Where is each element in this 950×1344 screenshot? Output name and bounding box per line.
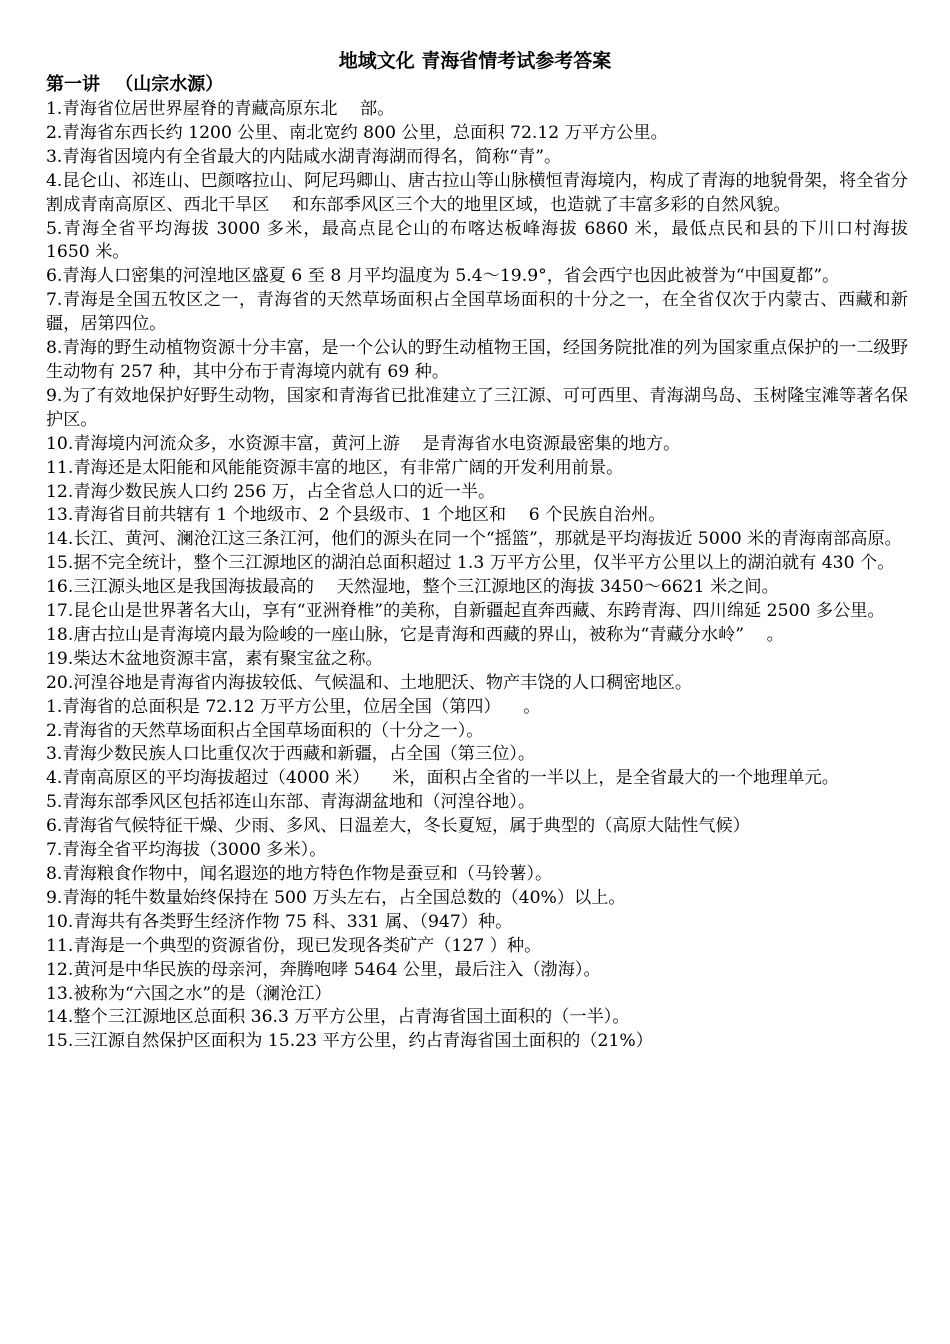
section-heading: 第一讲 （山宗水源）	[46, 74, 224, 95]
list-item: 3.青海省因境内有全省最大的内陆咸水湖青海湖而得名，简称“青”。	[46, 146, 562, 167]
list-item: 7.青海是全国五牧区之一，青海省的天然草场面积占全国草场面积的十分之一，在全省仅次于内蒙古、西藏和新疆，居第四位。	[46, 290, 908, 335]
list-item: 9.青海的牦牛数量始终保持在 500 万头左右，占全国总数的（40%）以上。	[46, 887, 626, 908]
list-item: 14.整个三江源地区总面积 36.3 万平方公里，占青海省国土面积的（一半）。	[46, 1007, 630, 1028]
list-item: 8.青海粮食作物中，闻名遐迩的地方特色作物是蚕豆和（马铃薯）。	[46, 864, 553, 884]
list-item: 13.被称为“六国之水”的是（澜沧江）	[46, 983, 332, 1004]
list-item: 20.河湟谷地是青海省内海拔较低、气候温和、土地肥沃、物产丰饶的人口稠密地区。	[46, 672, 693, 693]
document-body	[46, 98, 908, 1054]
list-item: 1.青海省位居世界屋脊的青藏高原东北 部。	[46, 99, 395, 119]
list-item: 6.青海人口密集的河湟地区盛夏 6 至 8 月平均温度为 5.4～19.9°，省会西宁也因此被誉为“中国夏都”。	[46, 266, 840, 287]
list-item: 5.青海东部季风区包括祁连山东部、青海湖盆地和（河湟谷地）。	[46, 792, 536, 813]
list-item: 12.黄河是中华民族的母亲河，奔腾咆哮 5464 公里，最后注入（渤海）。	[46, 959, 601, 980]
list-item: 18.唐古拉山是青海境内最为险峻的一座山脉，它是青海和西藏的界山，被称为“青藏分水岭” 。	[46, 624, 784, 645]
document-title: 地域文化 青海省情考试参考答案	[338, 50, 612, 72]
list-item: 6.青海省气候特征干燥、少雨、多风、日温差大，冬长夏短，属于典型的（高原大陆性气候）	[46, 816, 750, 837]
list-item: 17.昆仑山是世界著名大山，享有“亚洲脊椎”的美称，自新疆起直奔西藏、东跨青海、四川绵延 2500 多公里。	[46, 601, 885, 622]
list-item: 9.为了有效地保护好野生动物，国家和青海省已批准建立了三江源、可可西里、青海湖鸟岛、玉树隆宝滩等著名保护区。	[46, 385, 908, 430]
list-item: 1.青海省的总面积是 72.12 万平方公里，位居全国（第四） 。	[46, 696, 541, 717]
list-item: 12.青海少数民族人口约 256 万，占全省总人口的近一半。	[46, 481, 496, 502]
list-item: 3.青海少数民族人口比重仅次于西藏和新疆，占全国（第三位）。	[46, 744, 536, 765]
list-item: 19.柴达木盆地资源丰富，素有聚宝盆之称。	[46, 648, 383, 669]
list-item: 15.据不完全统计，整个三江源地区的湖泊总面积超过 1.3 万平方公里，仅半平方公里以上的湖泊就有 430 个。	[46, 553, 895, 574]
list-item: 14.长江、黄河、澜沧江这三条江河，他们的源头在同一个“摇篮”，那就是平均海拔近 5000 米的青海南部高原。	[46, 529, 902, 550]
list-item: 10.青海共有各类野生经济作物 75 科、331 属、（947）种。	[46, 911, 513, 932]
list-item: 16.三江源头地区是我国海拔最高的 天然湿地，整个三江源地区的海拔 3450～6621 米之间。	[46, 577, 779, 598]
list-item: 4.昆仑山、祁连山、巴颜喀拉山、阿尼玛卿山、唐古拉山等山脉横恒青海境内，构成了青海的地貌骨架，将全省分割成青南高原区、西北干旱区 和东部季风区三个大的地里区域，也造就了丰富多彩的自然风貌。	[46, 170, 908, 215]
list-item: 11.青海是一个典型的资源省份，现已发现各类矿产（127 ）种。	[46, 935, 542, 956]
list-item: 10.青海境内河流众多，水资源丰富，黄河上游 是青海省水电资源最密集的地方。	[46, 433, 681, 454]
list-item: 5.青海全省平均海拔 3000 多米，最高点昆仑山的布喀达板峰海拔 6860 米，最低点民和县的下川口村海拔 1650 米。	[46, 218, 908, 263]
list-item: 2.青海省的天然草场面积占全国草场面积的（十分之一）。	[46, 720, 484, 741]
list-item: 4.青南高原区的平均海拔超过（4000 米） 米，面积占全省的一半以上，是全省最大的一个地理单元。	[46, 768, 839, 789]
list-item: 8.青海的野生动植物资源十分丰富，是一个公认的野生动植物王国，经国务院批准的列为国家重点保护的一二级野生动物有 257 种，其中分布于青海境内就有 69 种。	[46, 338, 908, 382]
list-item: 15.三江源自然保护区面积为 15.23 平方公里，约占青海省国土面积的（21%）	[46, 1031, 653, 1052]
list-item: 13.青海省目前共辖有 1 个地级市、2 个县级市、1 个地区和 6 个民族自治州。	[46, 505, 666, 526]
list-item: 11.青海还是太阳能和风能能资源丰富的地区，有非常广阔的开发利用前景。	[46, 457, 624, 478]
list-item: 7.青海全省平均海拔（3000 多米）。	[46, 840, 327, 861]
list-item: 2.青海省东西长约 1200 公里、南北宽约 800 公里，总面积 72.12 万平方公里。	[46, 122, 668, 143]
